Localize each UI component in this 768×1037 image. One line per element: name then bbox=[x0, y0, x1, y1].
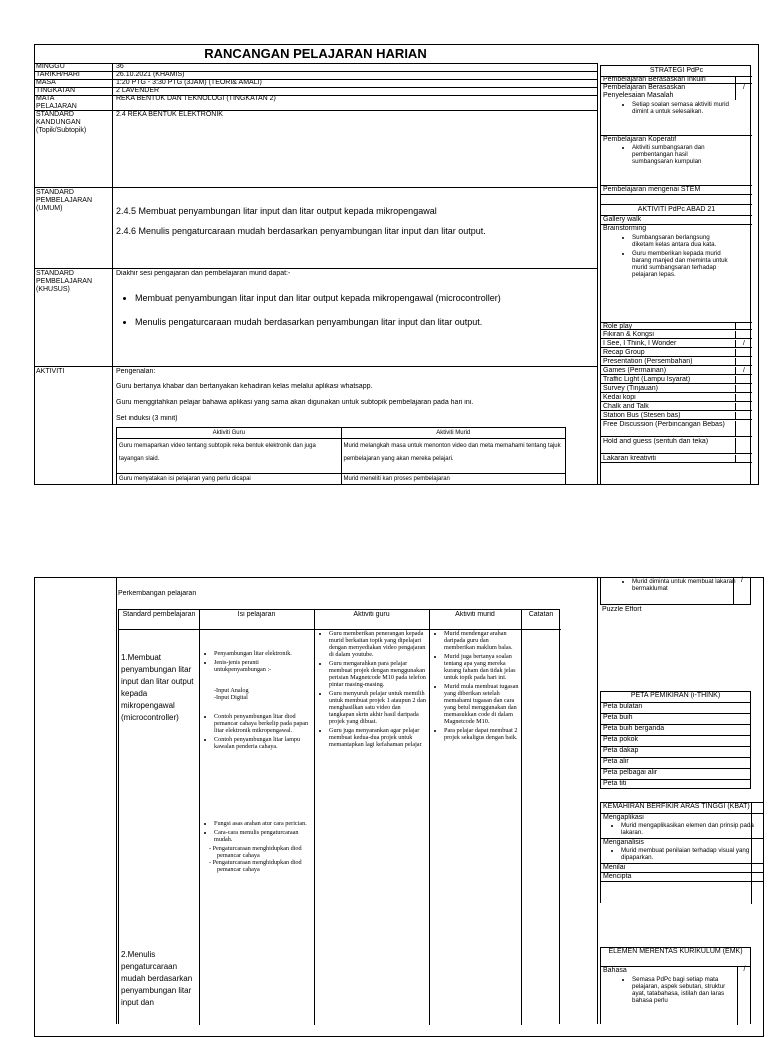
strategi-item: Pembelajaran Koperatif bbox=[603, 136, 677, 143]
aktiviti-item: Kedai kopi bbox=[603, 394, 636, 401]
peta-item: Peta buih berganda bbox=[601, 725, 750, 736]
aktiviti-item: Hold and guess (sentuh dan teka) bbox=[603, 438, 709, 445]
aktiviti-item: Recap Group bbox=[603, 349, 645, 356]
peta-item: Peta pelbagai alir bbox=[601, 769, 750, 780]
aktiviti-mark bbox=[735, 376, 752, 383]
aktiviti-mark bbox=[735, 349, 752, 356]
guru-column bbox=[316, 630, 427, 750]
guru-item: • Guru mengarahkan para pelajar membuat projek dengan menggunakan perisian Magnetcode M10 pada telefon pintar masing-masing. bbox=[329, 660, 427, 688]
strategi-item: Pembelajaran Berasaskan Penyelesaian Masalah bbox=[603, 84, 686, 99]
pengenalan: Pengenalan: bbox=[116, 368, 156, 375]
aktiviti-mark bbox=[735, 412, 752, 419]
aktiviti-mark: / bbox=[735, 367, 752, 374]
aktiviti-item: Games (Permainan) bbox=[603, 367, 667, 374]
isi-item: • Jenis-jenis peranti untukpenyambungan :- bbox=[214, 659, 312, 673]
field-value: 2.4 REKA BENTUK ELEKTRONIK bbox=[116, 111, 223, 118]
strategi-bullet bbox=[619, 101, 729, 117]
col-header: Catatan bbox=[528, 611, 554, 618]
aktiviti-item: Lakaran kreativiti bbox=[603, 455, 656, 462]
continued-mark: / bbox=[733, 577, 750, 604]
murid-item: • Murid mendengar arahan daripada guru dan memberikan maklum balas. bbox=[444, 630, 519, 651]
strategi-item: Pembelajaran mengenai STEM bbox=[603, 186, 701, 193]
isi-item: • Cara-cara menulis pengaturcaraan mudah. bbox=[214, 829, 312, 843]
field-label: TINGKATAN bbox=[36, 87, 76, 94]
emk-box bbox=[600, 947, 751, 1024]
field-value: 1:20 PTG - 3:30 PTG (3JAM) (TEORI& AMALI) bbox=[116, 79, 262, 86]
aktiviti-mark bbox=[735, 394, 752, 401]
continued-bullet: • Murid diminta untuk membuat lakaran bermaklumat bbox=[632, 578, 742, 592]
aktiviti-mark bbox=[735, 455, 752, 462]
emk-title: ELEMEN MERENTAS KURIKULUM (EMK) bbox=[601, 948, 750, 967]
field-value: 36 bbox=[116, 63, 124, 70]
strategi-item: Pembelajaran Berasaskan Inkuiri bbox=[603, 76, 706, 83]
col-header: Standard pembelajaran bbox=[122, 611, 196, 618]
murid-item: • Para pelajar dapat membuat 2 projek sekaligus dengan baik. bbox=[444, 727, 519, 741]
aktiviti-mark bbox=[735, 358, 752, 365]
field-label: MASA bbox=[36, 79, 56, 86]
sp-cell-2: 2.Menulis pengaturcaraan mudah berdasarkan penyambungan litar input dan bbox=[121, 950, 193, 1007]
sp-khusus-intro: Diakhir sesi pengajaran dan pembelajaran murid dapat:- bbox=[116, 270, 291, 277]
emk-label: Bahasa bbox=[603, 967, 627, 974]
pengenalan-line: Guru menggitahkan pelajar bahawa aplikasi yang sama akan digunakan untuk subtopik pembelajaran pada hari ini. bbox=[116, 399, 474, 406]
isi-dash-item: - Pengaturcaraan menghidupkan diod pemancar cahaya bbox=[217, 859, 312, 873]
page-title: RANCANGAN PELAJARAN HARIAN bbox=[204, 46, 427, 61]
strategi-mark bbox=[735, 76, 752, 83]
sp-khusus-item: • Membuat penyambungan litar input dan litar output kepada mikropengawal (microcontroller) bbox=[135, 293, 501, 304]
isi-subitem: -Input Analog bbox=[214, 687, 249, 694]
guru-item: • Guru menyuruh pelajar untuk memilih untuk membuat projek 1 ataupun 2 dan menghasilkan satu video dan tangkapan skrin akhir hasil daripada projek yang dibuat. bbox=[329, 690, 427, 725]
field-value: REKA BENTUK DAN TEKNOLOGI (TINGKATAN 2) bbox=[116, 95, 276, 102]
col-header: Aktiviti murid bbox=[455, 611, 495, 618]
field-label: TARIKH/HARI bbox=[36, 71, 80, 78]
isi-subitem: -Input Digital bbox=[214, 694, 248, 701]
peta-item: Peta dakap bbox=[601, 747, 750, 758]
isi-item: • Contoh penyambungan litar lampu kawalan penderia cahaya. bbox=[214, 736, 312, 750]
aktiviti-item: Role play bbox=[603, 323, 633, 330]
kbat-item: Menilai bbox=[601, 863, 764, 872]
aktiviti-item: I See, I Think, I Wonder bbox=[603, 340, 677, 347]
peta-item: Peta alir bbox=[601, 758, 750, 769]
pengenalan-line: Set induksi (3 minit) bbox=[116, 415, 178, 422]
aktiviti-mark bbox=[735, 403, 752, 410]
aktiviti-item: Survey (Tinjauan) bbox=[603, 385, 658, 392]
pengenalan-line: Guru bertanya khabar dan bertanyakan kehadiran kelas melalui aplikasi whatsapp. bbox=[116, 383, 373, 390]
kbat-bullet: • Murid membuat penilaian terhadap visual yang dipaparkan. bbox=[621, 847, 761, 861]
perkembangan-label: Perkembangan pelajaran bbox=[118, 590, 197, 597]
guru-item: • Guru memberikan penerangan kepada murid berkaitan topik yang dipelajari dengan menyediakan video pengajaran di dalam youtube. bbox=[329, 630, 427, 658]
field-label: MATA PELAJARAN bbox=[36, 95, 77, 110]
guru-item: • Guru juga menyarankan agar pelajar membuat kedua-dua projek untuk memantapkan lagi kefahaman pelajar bbox=[329, 727, 427, 748]
activity-guru-cell: Guru menyatakan isi pelajaran yang perlu dicapai bbox=[117, 474, 342, 485]
emk-mark: / bbox=[737, 966, 751, 1025]
kbat-item: Mengaplikasi bbox=[603, 814, 644, 821]
aktiviti-item: Traffic Light (Lampu Isyarat) bbox=[603, 376, 691, 383]
aktiviti-mark: / bbox=[735, 340, 752, 347]
right-panel-2 bbox=[600, 577, 764, 1024]
strategi-bullet-item: • Setiap soalan semasa aktiviti murid dimint a untuk selesaikan. bbox=[632, 101, 729, 115]
strategi-title: STRATEGI PdPc bbox=[649, 67, 704, 74]
main-table bbox=[34, 63, 597, 485]
lesson-table bbox=[118, 609, 560, 1024]
activity-guru-cell: Guru memaparkan video tentang subtopik reka bentuk elektronik dan juga tayangan slaid. bbox=[117, 439, 342, 474]
aktiviti-item: Station Bus (Stesen bas) bbox=[603, 412, 681, 419]
sp-khusus-label: STANDARD PEMBELAJARAN (KHUSUS) bbox=[36, 270, 93, 293]
puzzle-item: Puzzle Effort bbox=[602, 606, 642, 613]
emk-bullet: • Semasa PdPc bagi setiap mata pelajaran, aspek sebutan, struktur ayat, tatabahasa, istilah dan laras bahasa perlu bbox=[632, 976, 731, 1004]
field-value: 26.10.2021 (KHAMIS) bbox=[116, 71, 185, 78]
kbat-item: Menganalisis bbox=[601, 838, 764, 847]
aktiviti-item: Free Discussion (Perbincangan Bebas) bbox=[603, 421, 725, 428]
murid-item: • Murid mula membuat tugasan yang diberikan setelah memahami tugasan dan cara yang betul menggunakan dan memasukkan code di dalam Magnetcode M10. bbox=[444, 683, 519, 725]
murid-column bbox=[431, 630, 519, 743]
col-header: Isi pelajaran bbox=[237, 611, 276, 618]
aktiviti-bullets bbox=[619, 234, 731, 280]
peta-item: Peta titi bbox=[603, 780, 627, 787]
sp-cell-1: 1.Membuat penyambungan litar input dan litar output kepada mikropengawal (microcontroller) bbox=[121, 653, 194, 722]
sp-umum-1: 2.4.5 Membuat penyambungan litar input dan litar output kepada mikropengawal bbox=[116, 206, 437, 216]
isi-column bbox=[201, 650, 312, 873]
aktiviti-title: AKTIVITI PdPc ABAD 21 bbox=[637, 206, 716, 213]
field-value: 2 LAVENDER bbox=[116, 87, 160, 94]
isi-item: • Penyambungan litar elektronik. bbox=[214, 650, 312, 657]
strategi-bullet-item: • Aktiviti sumbangsaran dan pembentangan hasil sumbangsaran kumpulan bbox=[632, 144, 729, 165]
sp-umum-2: 2.4.6 Menulis pengaturcaraan mudah berdasarkan penyambungan litar input dan litar output. bbox=[116, 226, 486, 236]
aktiviti-mark bbox=[735, 421, 752, 436]
sp-khusus-item: • Menulis pengaturcaraan mudah berdasarkan penyambungan litar input dan litar output. bbox=[135, 317, 501, 328]
isi-dash-item: - Pengaturcaraan menghidupkan diod pemancar cahaya bbox=[217, 845, 312, 859]
aktiviti-label: AKTIVITI bbox=[36, 368, 65, 375]
kbat-box bbox=[600, 802, 764, 903]
activity-murid-cell: Murid meneliti kan proses pembelajaran bbox=[341, 474, 566, 485]
peta-title: PETA PEMIKIRAN (i-THINK) bbox=[601, 692, 750, 703]
aktiviti-bullet-item: • Sumbangsaran berlangsung diketam kelas antara dua kata. bbox=[632, 234, 731, 248]
aktiviti-item: Gallery walk bbox=[603, 216, 642, 223]
aktiviti-item: Brainstorming bbox=[603, 225, 647, 232]
peta-box bbox=[600, 691, 751, 789]
murid-item: • Murid juga bertanya soalan tentang apa yang mereka kurang faham dan tidak jelas untuk topik pada hari ini. bbox=[444, 653, 519, 681]
peta-item: Peta bulatan bbox=[601, 703, 750, 714]
sp-khusus-list bbox=[122, 293, 501, 330]
activity-murid-cell: Murid melangkah masa untuk menonton video dan meta memahami tentang tajuk pembelajaran yang akan mereka pelajari. bbox=[341, 439, 566, 474]
strategi-mark: / bbox=[735, 84, 752, 100]
sp-umum-label: STANDARD PEMBELAJARAN (UMUM) bbox=[36, 189, 93, 212]
kbat-title: KEMAHIRAN BERFIKIR ARAS TINGGI (KBAT) bbox=[601, 803, 764, 814]
aktiviti-bullet-item: • Guru memberikan kepada murid barang manjed dan meminta untuk murid sumbangsaran terhadap pelajaran lepas. bbox=[632, 250, 731, 278]
activity-header-murid: Aktiviti Murid bbox=[341, 428, 566, 439]
aktiviti-mark bbox=[735, 323, 752, 329]
aktiviti-item: Chalk and Talk bbox=[603, 403, 649, 410]
peta-item: Peta buih bbox=[601, 714, 750, 725]
field-label: MINGGU bbox=[36, 63, 65, 70]
activity-table bbox=[116, 427, 566, 485]
aktiviti-item: Presentation (Persembahan) bbox=[603, 358, 693, 365]
aktiviti-mark bbox=[735, 331, 752, 338]
activity-header-guru: Aktiviti Guru bbox=[117, 428, 342, 439]
kbat-item: Mencipta bbox=[601, 872, 764, 882]
aktiviti-mark bbox=[735, 385, 752, 392]
aktiviti-item: Fikiran & Kongsi bbox=[603, 331, 654, 338]
isi-item: • Contoh penyambungan litar diod pemancar cahaya berkelip pada papan litar elektronik mikropengawal. bbox=[214, 713, 312, 734]
isi-item: • Fungsi asas arahan atur cara perician. bbox=[214, 820, 312, 827]
strategi-bullet bbox=[619, 144, 729, 167]
kbat-bullet: • Murid mengaplikasikan elemen dan prinsip pada lakaran. bbox=[621, 822, 761, 836]
aktiviti-mark bbox=[735, 438, 752, 453]
strategi-panel bbox=[600, 65, 751, 485]
col-header: Aktiviti guru bbox=[353, 611, 390, 618]
peta-item: Peta pokok bbox=[601, 736, 750, 747]
field-label: STANDARD KANDUNGAN (Topik/Subtopik) bbox=[36, 111, 87, 134]
